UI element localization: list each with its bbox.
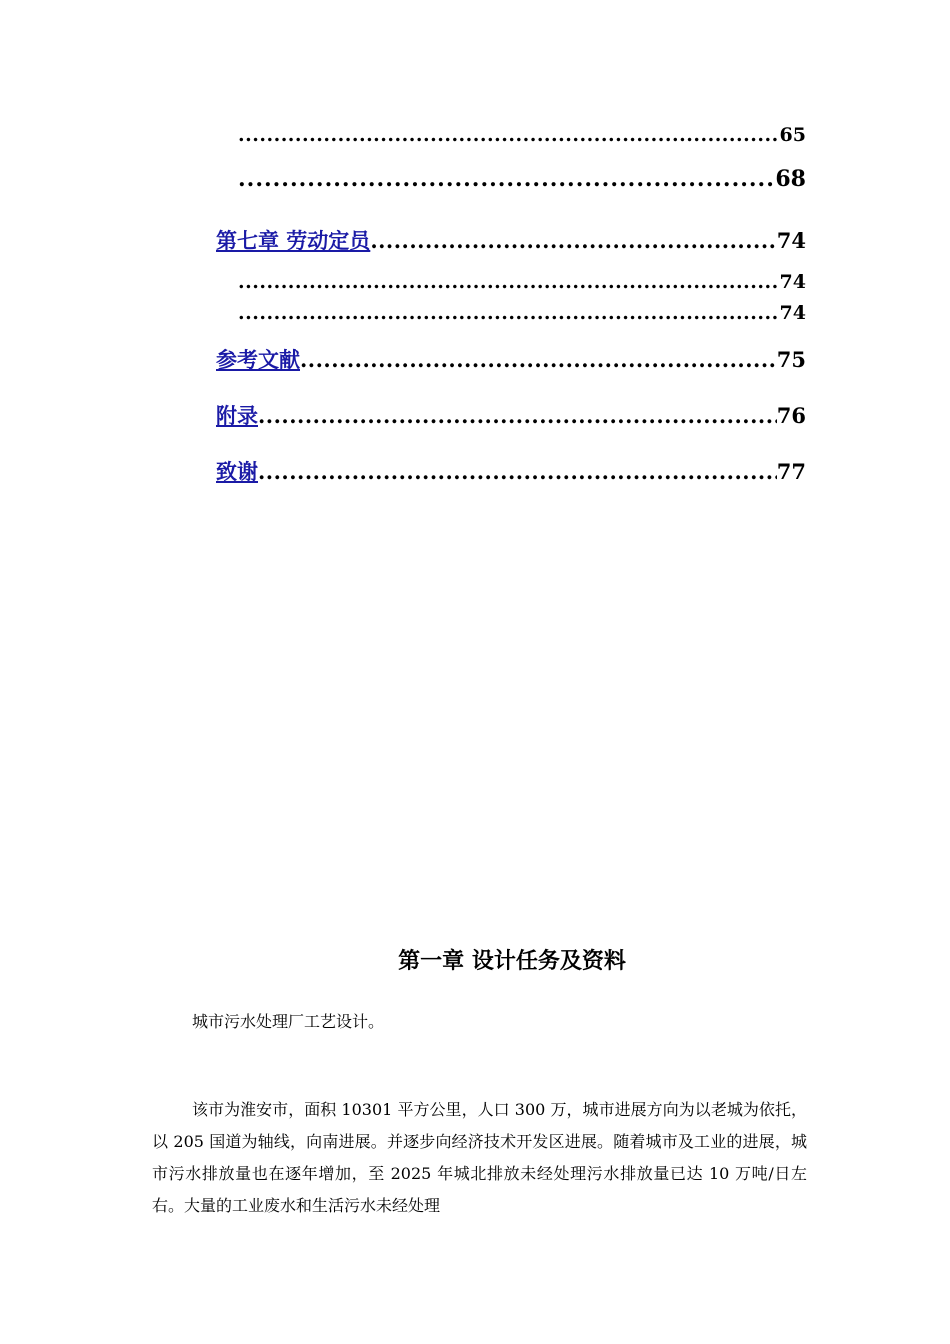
toc-leader-dots: [258, 403, 777, 428]
toc-page-number: 74: [779, 271, 806, 293]
toc-leader-dots: [238, 302, 780, 324]
toc-page-number: 65: [779, 124, 806, 146]
body-paragraph-task: 城市污水处理厂工艺设计。: [192, 1012, 385, 1031]
toc-leader-dots: [238, 166, 775, 192]
toc-entry-sub-65[interactable]: [238, 124, 806, 146]
toc-entry-references[interactable]: [216, 344, 806, 374]
toc-link-references[interactable]: 参考文献: [216, 347, 300, 372]
toc-link-acknowledgements[interactable]: 致谢: [216, 459, 258, 484]
toc-entry-sub-74a[interactable]: [238, 271, 806, 293]
toc-page-number: 74: [779, 302, 806, 324]
toc-link-chapter-7[interactable]: 第七章 劳动定员: [216, 228, 371, 253]
toc-leader-dots: [238, 124, 780, 146]
toc-leader-dots: [238, 271, 780, 293]
toc-entry-sub-68[interactable]: [238, 166, 806, 192]
chapter-title: 第一章 设计任务及资料: [398, 948, 626, 974]
toc-page-number: 68: [775, 166, 806, 192]
body-paragraph-city-info: 该市为淮安市，面积 10301 平方公里，人口 300 万，城市进展方向为以老城为依托，以 205 国道为轴线，向南进展。并逐步向经济技术开发区进展。随着城市及工业的进展，城市污水排放量也在逐年增加，至 2025 年城北排放未经处理污水排放量已达 10 万吨/日左右。大量的工业废水和生活污水未经处理: [152, 1100, 807, 1215]
toc-entry-appendix[interactable]: [216, 400, 806, 430]
toc-leader-dots: [370, 228, 776, 253]
toc-page-number: 77: [776, 459, 806, 484]
toc-leader-dots: [258, 459, 777, 484]
toc-entry-chapter-7[interactable]: [216, 225, 806, 255]
toc-page-number: 76: [776, 403, 806, 428]
toc-link-appendix[interactable]: 附录: [216, 403, 258, 428]
toc-leader-dots: [300, 347, 777, 372]
toc-page-number: 75: [776, 347, 806, 372]
toc-entry-acknowledgements[interactable]: [216, 456, 806, 486]
toc-page-number: 74: [776, 228, 806, 253]
toc-entry-sub-74b[interactable]: [238, 302, 806, 324]
